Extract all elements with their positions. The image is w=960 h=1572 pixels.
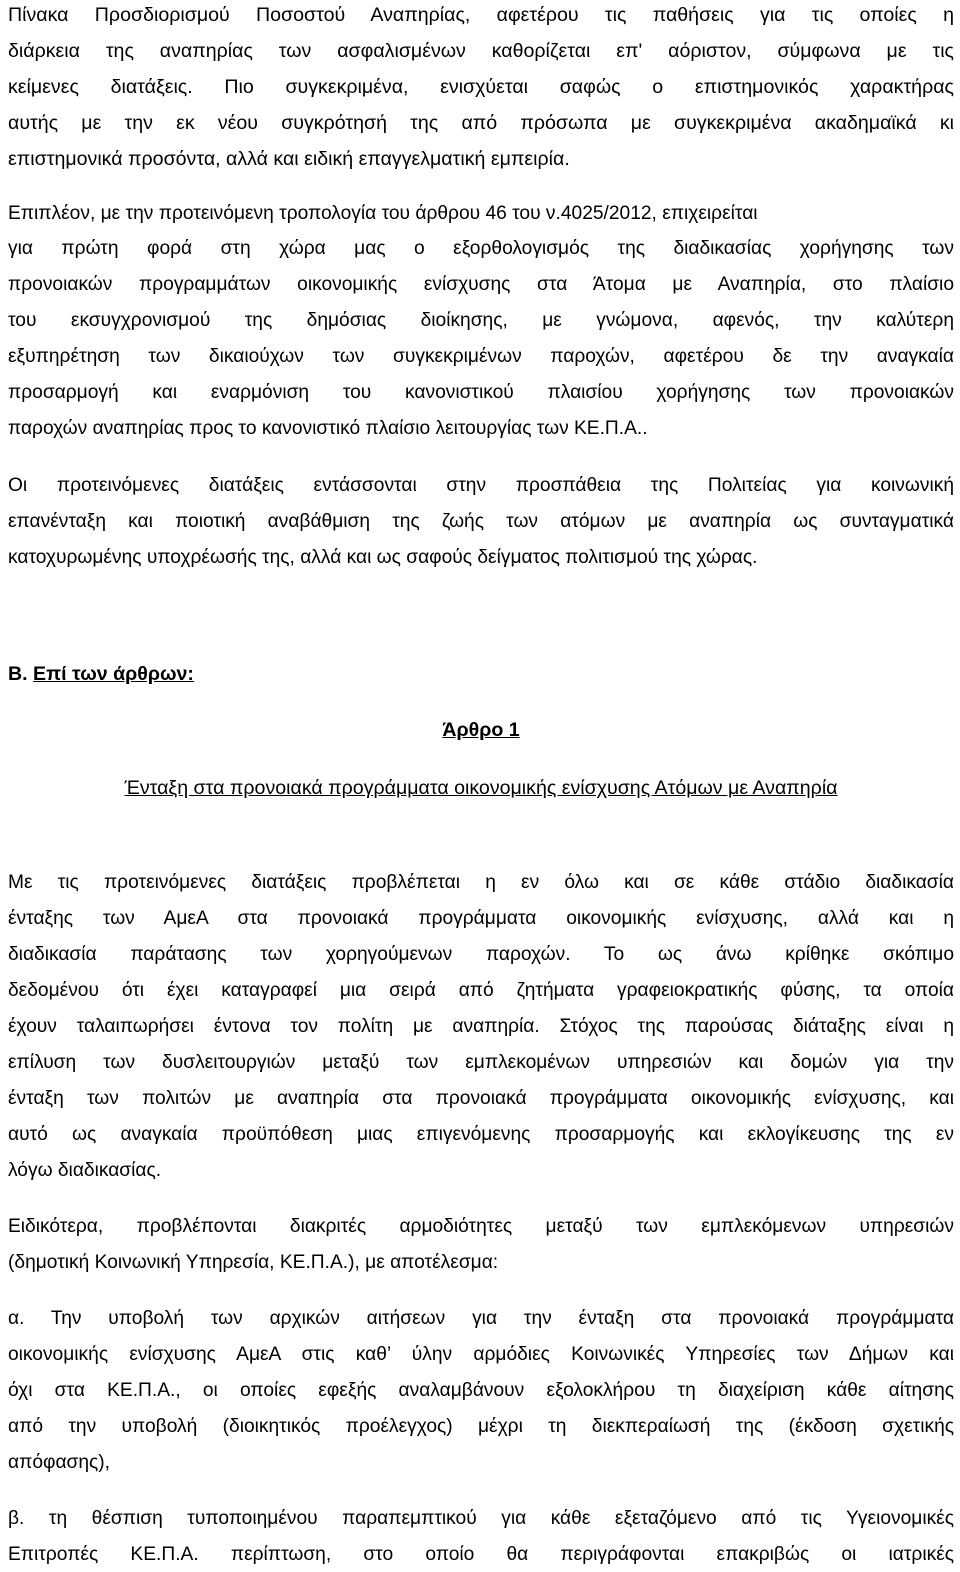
- paragraph-line: διαδικασία παράτασης των χορηγούμενων παροχών. Το ως άνω κρίθηκε σκόπιμο: [8, 944, 954, 965]
- article-title: Άρθρο 1: [442, 719, 520, 741]
- paragraph-line: επίλυση των δυσλειτουργιών μεταξύ των εμπλεκομένων υπηρεσιών και δομών για την: [8, 1052, 954, 1073]
- paragraph-line: παροχών αναπηρίας προς το κανονιστικό πλαίσιο λειτουργίας των ΚΕ.Π.Α..: [8, 418, 648, 439]
- list-item-line: α. Την υποβολή των αρχικών αιτήσεων για την ένταξη στα προνοιακά προγράμματα: [8, 1308, 954, 1329]
- paragraph-line: Πίνακα Προσδιορισμού Ποσοστού Αναπηρίας, αφετέρου τις παθήσεις για τις οποίες η: [8, 4, 954, 26]
- paragraph-line: κείμενες διατάξεις. Πιο συγκεκριμένα, ενισχύεται σαφώς ο επιστημονικός χαρακτήρας: [8, 76, 954, 98]
- paragraph-line: Επιπλέον, με την προτεινόμενη τροπολογία του άρθρου 46 του ν.4025/2012, επιχειρείται: [8, 203, 758, 224]
- section-prefix: Β.: [8, 663, 34, 685]
- paragraph-line: επιστημονικά προσόντα, αλλά και ειδική επαγγελματική εμπειρία.: [8, 148, 570, 170]
- paragraph-line: (δημοτική Κοινωνική Υπηρεσία, ΚΕ.Π.Α.), με αποτέλεσμα:: [8, 1252, 499, 1273]
- paragraph-line: διάρκεια της αναπηρίας των ασφαλισμένων καθορίζεται επ' αόριστον, σύμφωνα με τις: [8, 40, 954, 62]
- paragraph-line: ένταξη των πολιτών με αναπηρία στα προνοιακά προγράμματα οικονομικής ενίσχυσης, και: [8, 1088, 954, 1109]
- paragraph-line: αυτό ως αναγκαία προϋπόθεση μιας επιγενόμενης προσαρμογής και εκλογίκευσης της εν: [8, 1124, 954, 1145]
- paragraph-line: προνοιακών προγραμμάτων οικονομικής ενίσχυσης στα Άτομα με Αναπηρία, στο πλαίσιο: [8, 274, 954, 295]
- paragraph-line: επανένταξη και ποιοτική αναβάθμιση της ζωής των ατόμων με αναπηρία ως συνταγματικά: [8, 511, 954, 532]
- list-item-line: Επιτροπές ΚΕ.Π.Α. περίπτωση, στο οποίο θα περιγράφονται επακριβώς οι ιατρικές: [8, 1544, 954, 1565]
- paragraph-line: Ειδικότερα, προβλέπονται διακριτές αρμοδιότητες μεταξύ των εμπλεκόμενων υπηρεσιών: [8, 1216, 954, 1237]
- section-heading: [8, 657, 194, 691]
- paragraph-line: λόγω διαδικασίας.: [8, 1160, 162, 1181]
- paragraph-line: για πρώτη φορά στη χώρα μας ο εξορθολογισμός της διαδικασίας χορήγησης των: [8, 238, 954, 259]
- list-item-line: β. τη θέσπιση τυποποιημένου παραπεμπτικού για κάθε εξεταζόμενο από τις Υγειονομικές: [8, 1508, 954, 1529]
- paragraph-line: προσαρμογή και εναρμόνιση του κανονιστικού πλαισίου χορήγησης των προνοιακών: [8, 382, 954, 403]
- paragraph-line: αυτής με την εκ νέου συγκρότησή της από πρόσωπα με συγκεκριμένα ακαδημαϊκά κι: [8, 112, 954, 134]
- paragraph-line: δεδομένου ότι έχει καταγραφεί μια σειρά από ζητήματα γραφειοκρατικής φύσης, τα οποία: [8, 980, 954, 1001]
- section-title: Επί των άρθρων:: [33, 663, 194, 685]
- list-item-line: όχι στα ΚΕ.Π.Α., οι οποίες εφεξής αναλαμβάνουν εξολοκλήρου τη διαχείριση κάθε αίτησης: [8, 1380, 954, 1401]
- list-item-line: από την υποβολή (διοικητικός προέλεγχος) μέχρι τη διεκπεραίωσή της (έκδοση σχετικής: [8, 1416, 954, 1437]
- paragraph-line: κατοχυρωμένης υποχρέωσής της, αλλά και ως σαφούς δείγματος πολιτισμού της χώρας.: [8, 547, 758, 568]
- paragraph-line: ένταξης των ΑμεΑ στα προνοιακά προγράμματα οικονομικής ενίσχυσης, αλλά και η: [8, 908, 954, 929]
- paragraph-line: του εκσυγχρονισμού της δημόσιας διοίκησης, με γνώμονα, αφενός, την καλύτερη: [8, 310, 954, 331]
- paragraph-line: Οι προτεινόμενες διατάξεις εντάσσονται στην προσπάθεια της Πολιτείας για κοινωνική: [8, 475, 954, 496]
- list-item-line: απόφασης),: [8, 1452, 111, 1473]
- paragraph-line: Με τις προτεινόμενες διατάξεις προβλέπεται η εν όλω και σε κάθε στάδιο διαδικασία: [8, 872, 954, 893]
- paragraph-line: έχουν ταλαιπωρήσει έντονα τον πολίτη με αναπηρία. Στόχος της παρούσας διάταξης είναι η: [8, 1016, 954, 1037]
- paragraph-line: εξυπηρέτηση των δικαιούχων των συγκεκριμένων παροχών, αφετέρου δε την αναγκαία: [8, 346, 954, 367]
- list-item-line: οικονομικής ενίσχυσης ΑμεΑ στις καθ’ ύλην αρμόδιες Κοινωνικές Υπηρεσίες των Δήμων και: [8, 1344, 954, 1365]
- article-subtitle: Ένταξη στα προνοιακά προγράμματα οικονομικής ενίσχυσης Ατόμων με Αναπηρία: [124, 777, 838, 799]
